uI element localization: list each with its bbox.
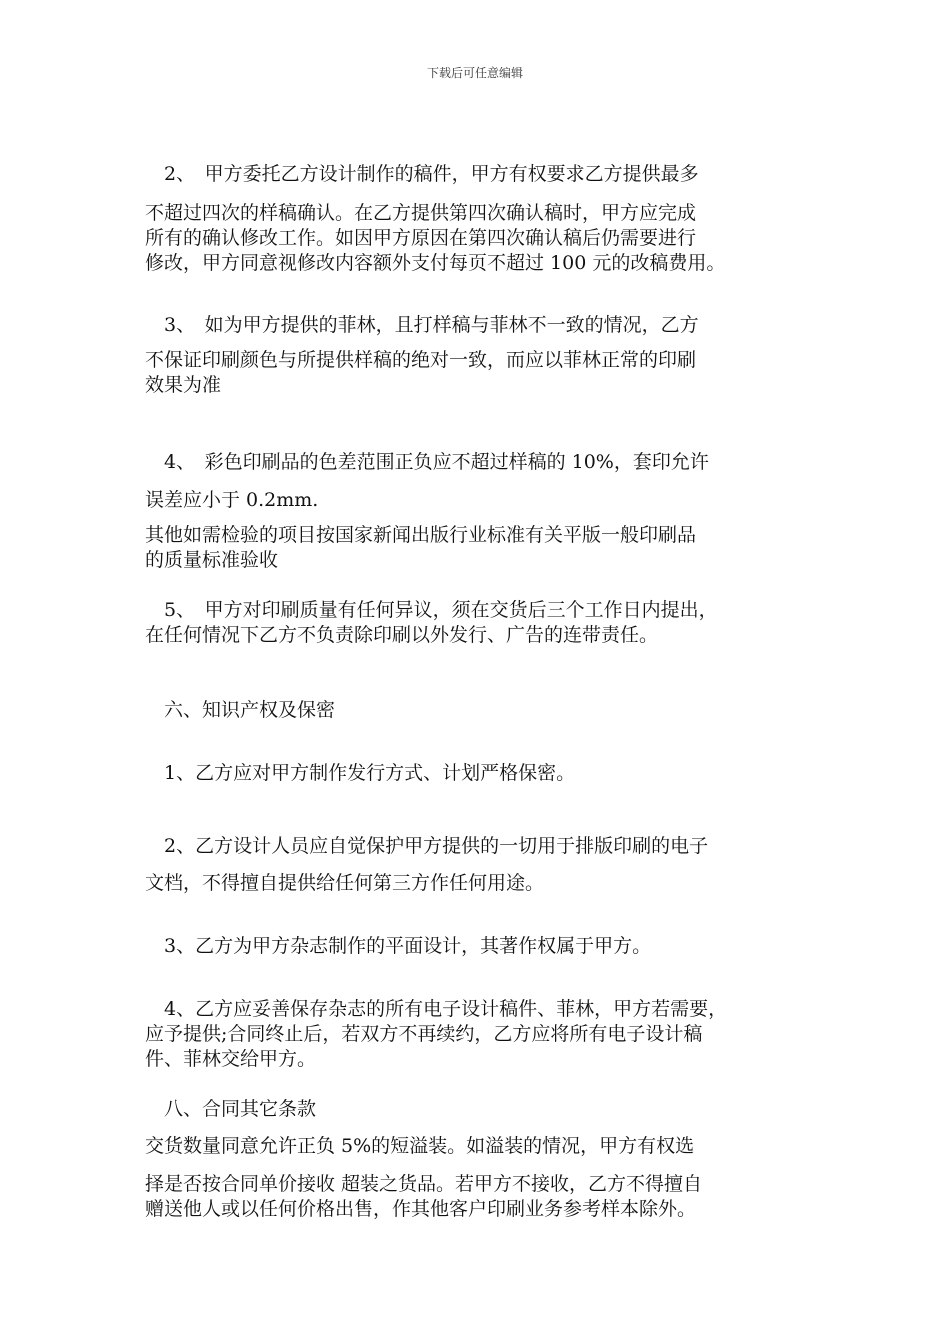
ip-clause-4-line-2: 应予提供;合同终止后，若双方不再续约，乙方应将所有电子设计稿 (145, 1023, 703, 1045)
clause-3-line-2: 不保证印刷颜色与所提供样稿的绝对一致，而应以菲林正常的印刷 (145, 349, 697, 371)
other-terms-line-1: 交货数量同意允许正负 5%的短溢装。如溢装的情况，甲方有权选 (145, 1135, 695, 1157)
clause-2-line-3: 所有的确认修改工作。如因甲方原因在第四次确认稿后仍需要进行 (145, 227, 697, 249)
clause-2-line-1: 2、 甲方委托乙方设计制作的稿件，甲方有权要求乙方提供最多 (145, 163, 699, 185)
clause-3-line-3: 效果为准 (145, 374, 222, 396)
clause-5-line-2: 在任何情况下乙方不负责除印刷以外发行、广告的连带责任。 (145, 624, 659, 646)
clause-4-line-2: 误差应小于 0.2mm. (145, 489, 319, 511)
ip-clause-2-line-2: 文档，不得擅自提供给任何第三方作任何用途。 (145, 872, 545, 894)
inspection-line-2: 的质量标准验收 (145, 549, 279, 571)
ip-clause-4-line-1: 4、乙方应妥善保存杂志的所有电子设计稿件、菲林，甲方若需要， (145, 998, 728, 1020)
section-6-heading: 六、知识产权及保密 (145, 699, 336, 721)
clause-4-line-1: 4、 彩色印刷品的色差范围正负应不超过样稿的 10%，套印允许 (145, 451, 709, 473)
ip-clause-2-line-1: 2、乙方设计人员应自觉保护甲方提供的一切用于排版印刷的电子 (145, 835, 709, 857)
other-terms-line-3: 赠送他人或以任何价格出售，作其他客户印刷业务参考样本除外。 (145, 1198, 697, 1220)
ip-clause-3: 3、乙方为甲方杂志制作的平面设计，其著作权属于甲方。 (145, 935, 652, 957)
inspection-line-1: 其他如需检验的项目按国家新闻出版行业标准有关平版一般印刷品 (145, 524, 697, 546)
clause-3-line-1: 3、 如为甲方提供的菲林，且打样稿与菲林不一致的情况，乙方 (145, 314, 699, 336)
other-terms-line-2: 择是否按合同单价接收 超装之货品。若甲方不接收，乙方不得擅自 (145, 1173, 703, 1195)
section-8-heading: 八、合同其它条款 (145, 1098, 317, 1120)
clause-2-line-2: 不超过四次的样稿确认。在乙方提供第四次确认稿时，甲方应完成 (145, 202, 697, 224)
clause-2-line-4: 修改，甲方同意视修改内容额外支付每页不超过 100 元的改稿费用。 (145, 252, 726, 274)
clause-5-line-1: 5、 甲方对印刷质量有任何异议，须在交货后三个工作日内提出， (145, 599, 718, 621)
ip-clause-1: 1、乙方应对甲方制作发行方式、计划严格保密。 (145, 762, 576, 784)
page-header-note: 下载后可任意编辑 (426, 66, 523, 80)
ip-clause-4-line-3: 件、菲林交给甲方。 (145, 1048, 317, 1070)
